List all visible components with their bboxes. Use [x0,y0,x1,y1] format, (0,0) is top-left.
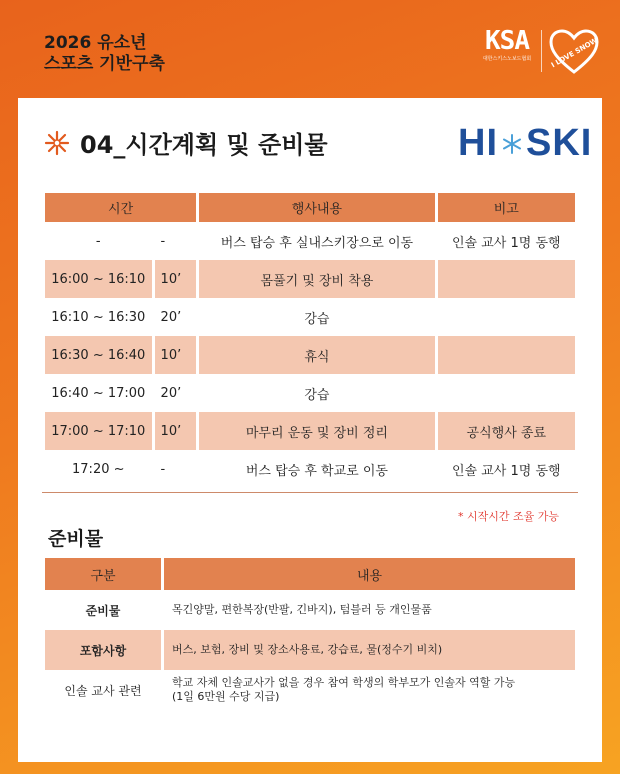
schedule-cell-note [438,374,575,412]
schedule-cell-content: 몸풀기 및 장비 착용 [199,260,434,298]
prep-cell-content: 목긴양말, 편한복장(반팔, 긴바지), 텀블러 등 개인물품 [172,603,432,616]
logo-divider [541,30,542,72]
prep-cell-category: 포함사항 [45,630,161,670]
hi-ski-logo [458,122,592,165]
snowflake-star-icon [44,130,70,156]
prep-header-content: 내용 [164,558,575,590]
schedule-cell-content: 버스 탑승 후 실내스키장으로 이동 [220,235,414,251]
schedule-header-content: 행사내용 [199,193,434,222]
header-line1: 2026 유소년 [44,33,147,53]
schedule-bottom-line [42,492,578,493]
table-row [45,590,575,630]
schedule-cell-content: 강습 [304,311,330,327]
schedule-cell-content: 휴식 [199,336,434,374]
schedule-header-time: 시간 [45,193,196,222]
ksa-logo-subtitle: 대한스키스노보드협회 [482,56,532,62]
section-title [44,125,328,160]
schedule-cell-duration: 10’ [155,260,197,298]
schedule-cell-content: 마무리 운동 및 장비 정리 [199,412,434,450]
prep-cell-content: 학교 자체 인솔교사가 없을 경우 참여 학생의 학부모가 인솔자 역할 가능 (1일 6만원 수당 지급) [172,676,516,703]
schedule-cell-note: 인솔 교사 1명 동행 [451,463,561,479]
schedule-header-note: 비고 [438,193,575,222]
heart-logo-text: I LOVE SNOW [549,36,600,70]
ksa-logo [478,26,536,76]
schedule-cell-duration: 20’ [160,385,182,401]
snowflake-icon [502,134,522,154]
section-title-text: 04_시간계획 및 준비물 [80,131,328,159]
table-row [45,450,575,488]
schedule-cell-content: 강습 [304,387,330,403]
schedule-cell-time: 17:00 ~ 17:10 [45,412,152,450]
prep-cell-category: 인솔 교사 관련 [64,683,142,698]
schedule-cell-note [438,336,575,374]
schedule-cell-time: 16:10 ~ 16:30 [51,309,146,325]
schedule-cell-note: 인솔 교사 1명 동행 [451,235,561,251]
schedule-cell-duration: 20’ [160,309,182,325]
table-row [45,670,575,710]
schedule-footnote: * 시작시간 조율 가능 [458,510,559,523]
table-row [45,412,575,450]
schedule-cell-duration: 10’ [155,412,197,450]
table-row [45,298,575,336]
prep-title: 준비물 [48,528,104,550]
table-row [45,260,575,298]
schedule-cell-duration: 10’ [155,336,197,374]
schedule-cell-time: 17:20 ~ [72,461,125,477]
prep-cell-content: 버스, 보험, 장비 및 장소사용료, 강습료, 물(정수기 비치) [164,630,575,670]
prep-header-cat: 구분 [45,558,161,590]
table-row [45,336,575,374]
table-row [45,222,575,260]
hi-ski-logo-ski: SKI [526,122,593,164]
header-title [44,33,165,75]
header-line2: 스포츠 기반구축 [44,54,165,74]
schedule-cell-time: - [95,233,101,249]
table-row [45,374,575,412]
schedule-cell-time: 16:00 ~ 16:10 [45,260,152,298]
schedule-cell-time: 16:40 ~ 17:00 [51,385,146,401]
schedule-table [42,193,578,488]
prep-table [42,558,578,710]
schedule-cell-note [438,298,575,336]
schedule-cell-content: 버스 탑승 후 학교로 이동 [245,463,388,479]
i-love-snow-heart-icon [548,28,600,76]
table-row [45,630,575,670]
prep-cell-category: 준비물 [85,603,121,618]
hi-ski-logo-hi: HI [458,122,498,164]
schedule-cell-note: 공식행사 종료 [438,412,575,450]
schedule-cell-note [438,260,575,298]
schedule-cell-duration: - [160,233,166,249]
ksa-logo-text: KSA [485,26,529,56]
content-card [18,98,602,762]
schedule-cell-duration: - [160,461,166,477]
schedule-cell-time: 16:30 ~ 16:40 [45,336,152,374]
